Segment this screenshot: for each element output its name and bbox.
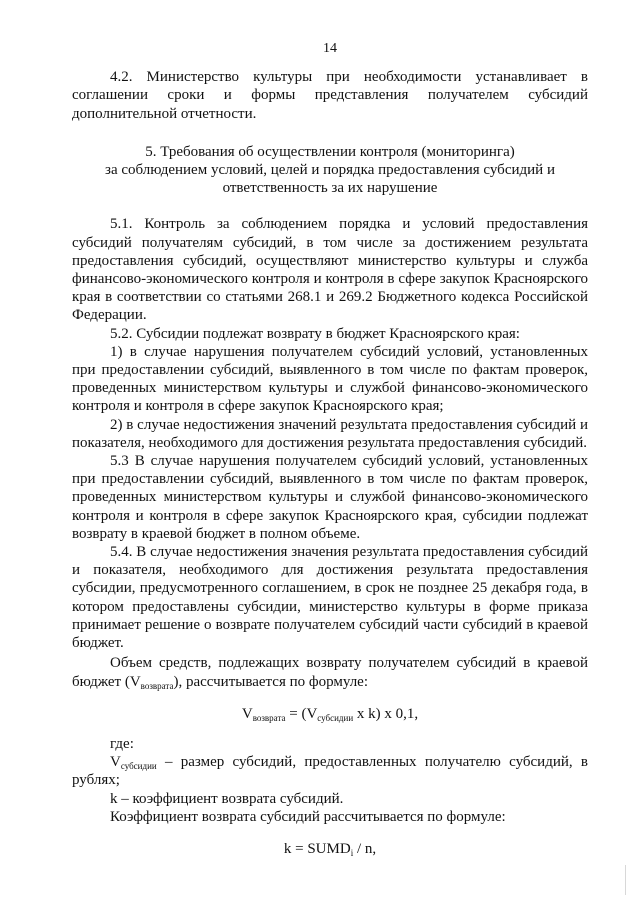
definition-v-text: – размер субсидий, предоставленных получателю субсидий, в рублях;: [72, 754, 588, 789]
formula1-mid: = (V: [285, 705, 318, 722]
definition-v-subsidy: [72, 753, 588, 789]
refund-volume-subscript: возврата: [140, 680, 174, 691]
heading-line-2: за соблюдением условий, целей и порядка предоставления субсидий и: [105, 162, 555, 179]
formula1-rhs: x k) x 0,1,: [353, 705, 419, 722]
formula2-rhs: / n,: [353, 840, 377, 857]
paragraph-refund-volume: [72, 654, 588, 690]
paragraph-5-3: 5.3 В случае нарушения получателем субсидий условий, установленных при предоставлении субсидий, выявленного в том числе по фактам проверок, проведенных министерством культуры и службой финансово-экономического контроля и контроля в сфере закупок Красноярского края, субсидии подлежат возврату в краевой бюджет в полном объеме.: [72, 453, 588, 542]
refund-volume-tail: ), рассчитывается по формуле:: [173, 673, 368, 690]
formula2-subscript: i: [350, 847, 354, 858]
paragraph-5-2-item-1: 1) в случае нарушения получателем субсидий условий, установленных при предоставлении субсидий, выявленного в том числе по фактам проверок, проведенных министерством культуры и службой финансово-экономического контроля и контроля в сфере закупок Красноярского края;: [72, 343, 588, 415]
definition-v-subscript: субсидии: [120, 761, 157, 772]
paragraph-coefficient: Коэффициент возврата субсидий рассчитывается по формуле:: [110, 808, 506, 825]
paragraph-5-4: 5.4. В случае недостижения значения результата предоставления субсидий и показателя, необходимого для достижения результата предоставления субсидии, предусмотренного соглашением, в срок не позднее 25 декабря года, в котором предоставлены субсидии, министерство культуры в форме приказа принимает решение о возврате получателем субсидий части субсидий в краевой бюджет.: [72, 544, 588, 652]
formula1-lhs: V: [241, 705, 253, 722]
formula2-lhs: k = SUMD: [283, 840, 351, 857]
scan-edge-mark: [603, 865, 626, 895]
heading-line-1: 5. Требования об осуществлении контроля (мониторинга): [145, 143, 515, 160]
formula1-mid-subscript: субсидии: [317, 712, 354, 723]
page-number: 14: [323, 41, 337, 56]
heading-line-3: ответственность за их нарушение: [222, 180, 438, 197]
coefficient-formula: [72, 840, 588, 858]
formula1-lhs-subscript: возврата: [252, 712, 286, 723]
paragraph-5-1: 5.1. Контроль за соблюдением порядка и условий предоставления субсидий получателям субсидий, в том числе за достижением результата предоставления субсидий, осуществляют министерство культуры и служба финансово-экономического контроля и контроля в сфере закупок Красноярского края в соответствии со статьями 268.1 и 269.2 Бюджетного кодекса Российской Федерации.: [72, 216, 588, 324]
definition-k: k – коэффициент возврата субсидий.: [110, 790, 344, 807]
definition-v-symbol: V: [110, 754, 121, 771]
paragraph-5-2: 5.2. Субсидии подлежат возврату в бюджет Красноярского края:: [110, 325, 520, 342]
where-label: где:: [110, 735, 134, 752]
paragraph-4-2: 4.2. Министерство культуры при необходимости устанавливает в соглашении сроки и формы представления получателем субсидий дополнительной отчетности.: [72, 69, 588, 122]
refund-formula: [72, 705, 588, 723]
section-5-heading: [72, 143, 588, 198]
paragraph-5-2-item-2: 2) в случае недостижения значений результата предоставления субсидий и показателя, необходимого для достижения результата предоставления субсидий.: [72, 416, 588, 451]
refund-volume-text: Объем средств, подлежащих возврату получателем субсидий в краевой бюджет (V: [72, 655, 588, 690]
